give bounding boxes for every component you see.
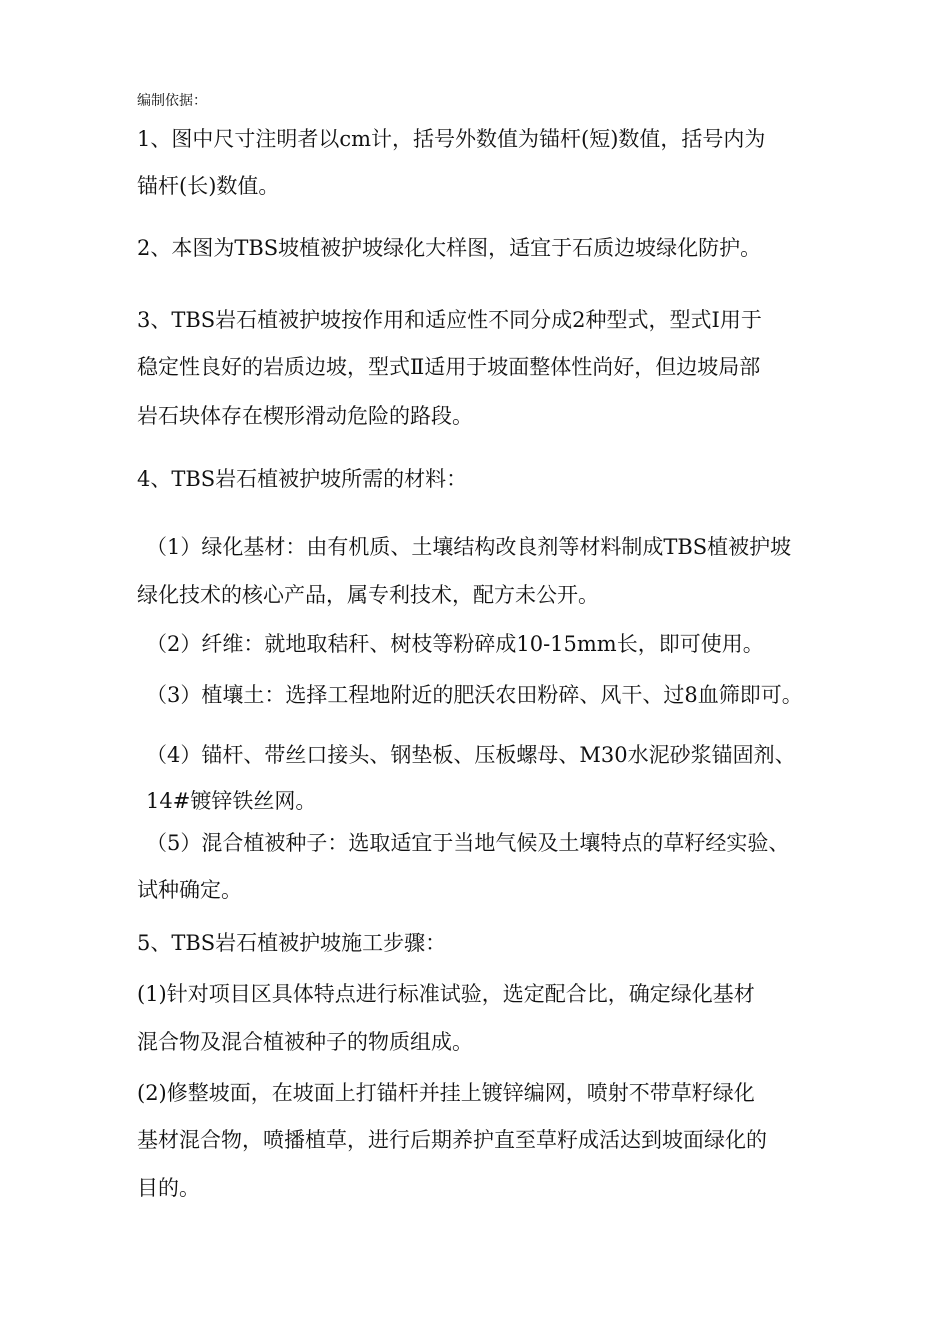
text-line: （4）锚杆、带丝口接头、钢垫板、压板螺母、M30水泥砂浆锚固剂、14#镀锌铁丝网。 (146, 743, 796, 813)
text-line: （2）纤维：就地取秸秆、树枝等粉碎成10-15mm长，即可使用。 (146, 632, 764, 656)
text-line: 稳定性良好的岩质边坡，型式Ⅱ适用于坡面整体性尚好，但边坡局部 (137, 355, 761, 379)
text-line: (1)针对项目区具体特点进行标准试验，选定配合比，确定绿化基材 (137, 982, 755, 1006)
text-line: 基材混合物，喷播植草，进行后期养护直至草籽成活达到坡面绿化的 (137, 1128, 767, 1152)
text-line: 5、TBS岩石植被护坡施工步骤： (137, 931, 447, 955)
text-line: 岩石块体存在楔形滑动危险的路段。 (137, 404, 473, 428)
document-heading: 编制依据： (137, 93, 207, 109)
text-line: （1）绿化基材：由有机质、土壤结构改良剂等材料制成TBS植被护坡 (146, 535, 792, 559)
text-line: 试种确定。 (137, 878, 242, 902)
text-line: 3、TBS岩石植被护坡按作用和适应性不同分成2种型式，型式Ⅰ用于 (137, 308, 762, 332)
text-line: （3）植壤土：选择工程地附近的肥沃农田粉碎、风干、过8血筛即可。 (146, 683, 803, 707)
text-line: 4、TBS岩石植被护坡所需的材料： (137, 467, 468, 491)
text-line: 绿化技术的核心产品，属专利技术，配方未公开。 (137, 583, 599, 607)
text-line: 混合物及混合植被种子的物质组成。 (137, 1030, 473, 1054)
text-line: 锚杆(长)数值。 (137, 174, 280, 198)
text-line: 2、本图为TBS坡植被护坡绿化大样图，适宜于石质边坡绿化防护。 (137, 236, 762, 260)
text-line: （5）混合植被种子：选取适宜于当地气候及土壤特点的草籽经实验、 (146, 831, 790, 855)
text-line: (2)修整坡面，在坡面上打锚杆并挂上镀锌编网，喷射不带草籽绿化 (137, 1081, 755, 1105)
text-line: 1、图中尺寸注明者以cm计，括号外数值为锚杆(短)数值，括号内为 (137, 127, 766, 151)
text-line: 目的。 (137, 1176, 200, 1200)
